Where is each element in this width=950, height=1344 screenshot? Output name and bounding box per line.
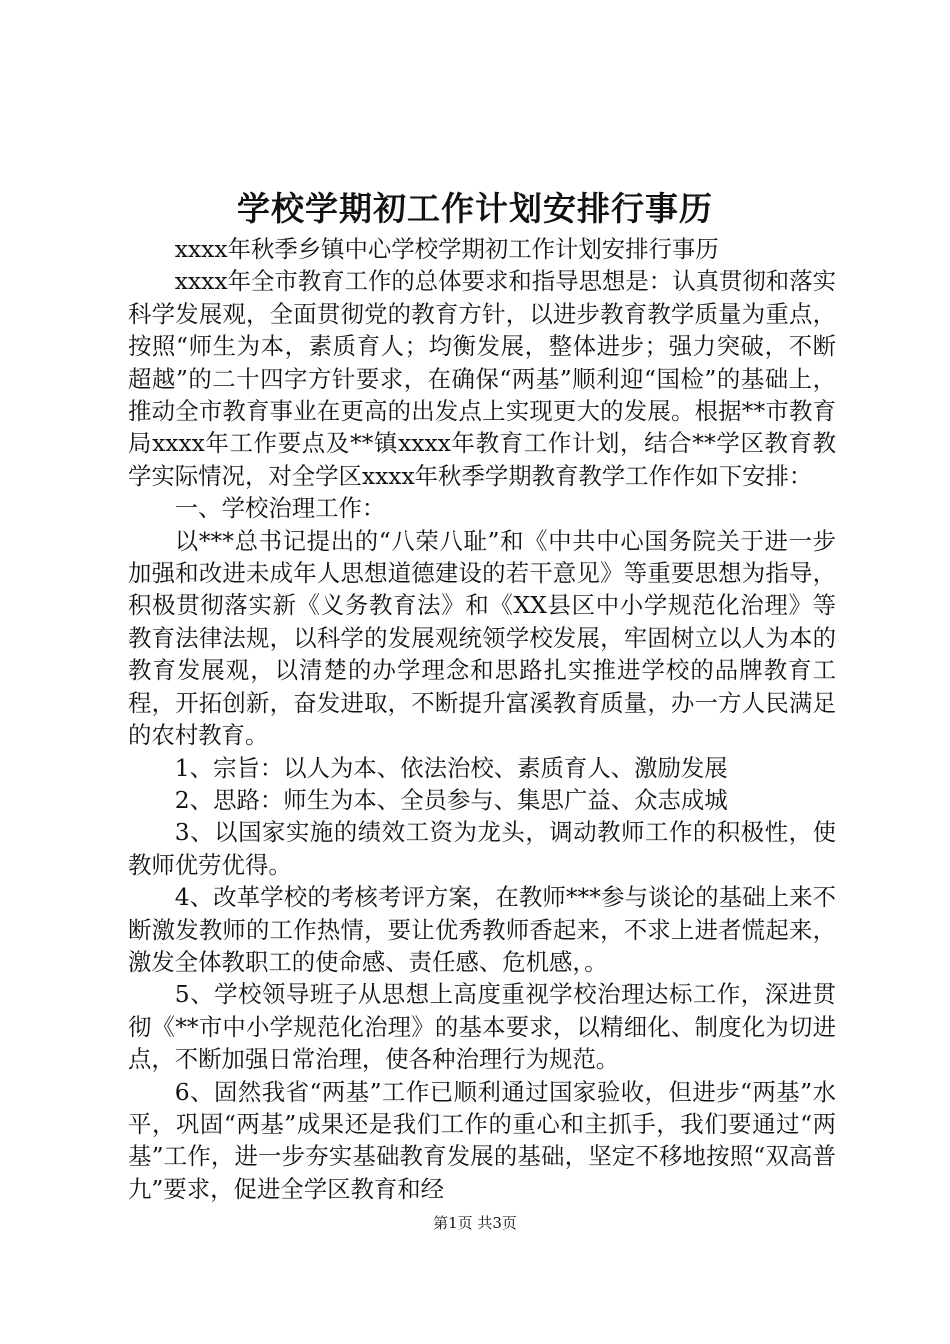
list-item-performance-pay: 3、以国家实施的绩效工资为龙头，调动教师工作的积极性，使教师优劳优得。 xyxy=(128,818,836,879)
page-number-footer: 第1页 共3页 xyxy=(433,1214,517,1232)
section-heading-school-management: 一、学校治理工作： xyxy=(174,494,386,523)
paragraph-management-guidance: 以***总书记提出的“八荣八耻”和《中共中心国务院关于进一步加强和改进未成年人思想道德建设的若干意见》等重要思想为指导，积极贯彻落实新《义务教育法》和《XX县区中小学规范化治理》等教育法律法规，以科学的发展观统领学校发展，牢固树立以人为本的教育发展观，以清楚的办学理念和思路扎实推进学校的品牌教育工程，开拓创新，奋发进取，不断提升富溪教育质量，办一方人民满足的农村教育。 xyxy=(128,526,836,750)
paragraph-guiding-thought: xxxx年全市教育工作的总体要求和指导思想是：认真贯彻和落实科学发展观，全面贯彻党的教育方针，以进步教育教学质量为重点，按照“师生为本，素质育人；均衡发展，整体进步；强力突破，不断超越”的二十四字方针要求，在确保“两基”顺利迎“国检”的基础上，推动全市教育事业在更高的出发点上实现更大的发展。根据**市教育局xxxx年工作要点及**镇xxxx年教育工作计划，结合**学区教育教学实际情况，对全学区xxxx年秋季学期教育教学工作作如下安排： xyxy=(128,267,836,490)
document-title: 学校学期初工作计划安排行事历 xyxy=(237,189,713,228)
paragraph-subtitle: xxxx年秋季乡镇中心学校学期初工作计划安排行事历 xyxy=(174,235,719,263)
list-item-assessment-reform: 4、改革学校的考核考评方案，在教师***参与谈论的基础上来不断激发教师的工作热情，要让优秀教师香起来，不求上进者慌起来，激发全体教职工的使命感、责任感、危机感，。 xyxy=(128,883,836,976)
list-item-purpose: 1、宗旨：以人为本、依法治校、素质育人、激励发展 xyxy=(174,753,728,782)
list-item-leadership: 5、学校领导班子从思想上高度重视学校治理达标工作，深进贯彻《**市中小学规范化治理》的基本要求，以精细化、制度化为切进点，不断加强日常治理，使各种治理行为规范。 xyxy=(128,980,836,1074)
list-item-two-basics: 6、固然我省“两基”工作已顺利通过国家验收，但进步“两基”水平，巩固“两基”成果还是我们工作的重心和主抓手，我们要通过“两基”工作，进一步夯实基础教育发展的基础，坚定不移地按照“双高普九”要求，促进全学区教育和经 xyxy=(128,1077,836,1203)
list-item-approach: 2、思路：师生为本、全员参与、集思广益、众志成城 xyxy=(174,785,728,814)
document-body xyxy=(128,233,836,1205)
